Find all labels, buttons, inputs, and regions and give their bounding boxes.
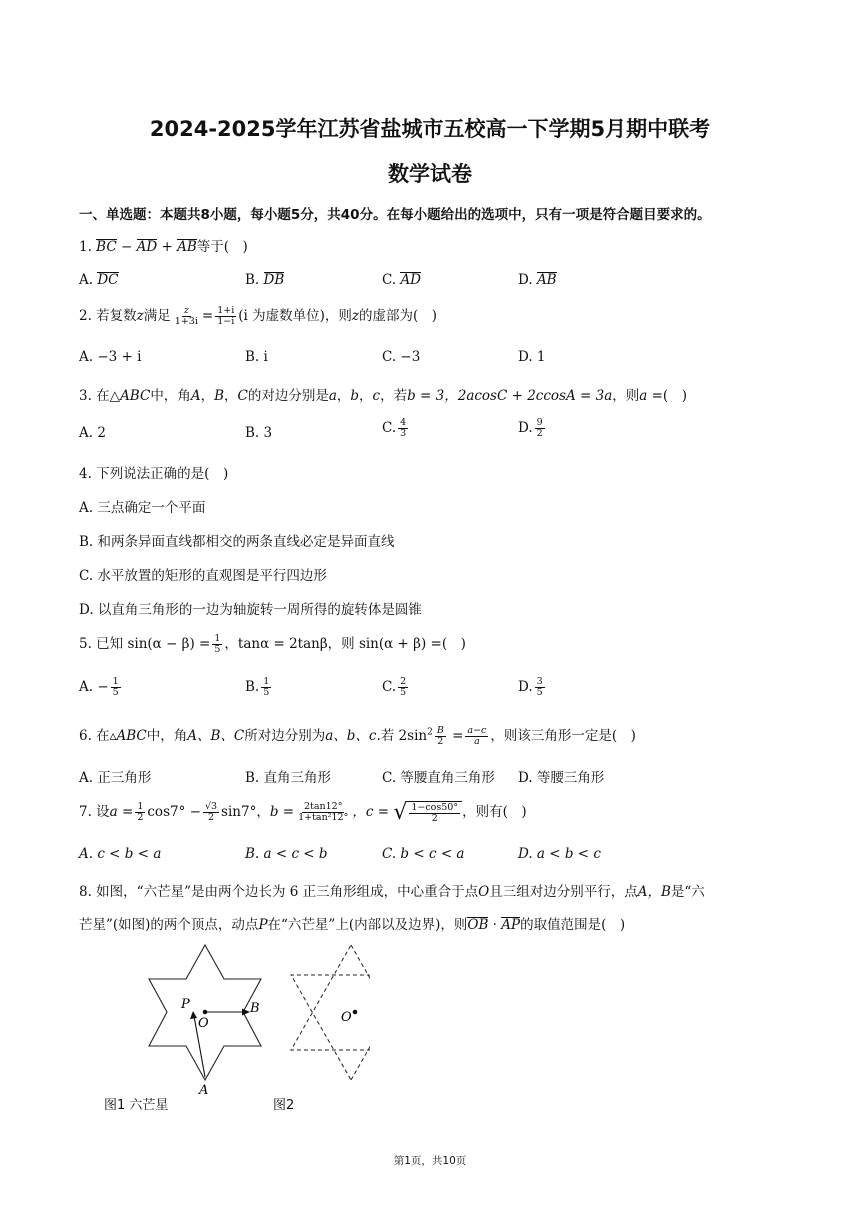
q3-option-d: D. $\frac{9}{2}$ xyxy=(518,417,543,439)
q4-option-d: D. 以直角三角形的一边为轴旋转一周所得的旋转体是圆锥 xyxy=(79,602,422,618)
q1-prefix: 1. xyxy=(79,239,97,255)
question-1: 1. BC − AD + AB等于( ) xyxy=(79,239,248,255)
question-6: 6. 在▵ABC中，角A、B、C所对边分别为a、b、c.若 $2\sin^2$ $\frac{B}{2}$ = $\frac{a-c}{a}$ ，则该三角形一定是( ) xyxy=(79,725,636,747)
q3-option-a: A. 2 xyxy=(79,425,106,441)
q1-option-d: D. AB xyxy=(518,272,557,288)
q7-option-a: A. c < b < a xyxy=(79,846,162,862)
page-footer: 第1页，共10页 xyxy=(393,1155,467,1167)
q7-option-c: C. b < c < a xyxy=(382,846,465,862)
q3-option-b: B. 3 xyxy=(245,425,273,441)
page-subtitle: 数学试卷 xyxy=(388,162,472,186)
q6-option-b: B. 直角三角形 xyxy=(245,770,332,786)
q5-option-a: A. − $\frac{1}{5}$ xyxy=(79,676,119,698)
vec-bc: BC xyxy=(96,239,117,255)
q1-option-a: A. DC xyxy=(79,272,119,288)
q7-option-b: B. a < c < b xyxy=(245,846,328,862)
q4-option-b: B. 和两条异面直线都相交的两条直线必定是异面直线 xyxy=(79,534,395,550)
figure-2-caption: 图2 xyxy=(273,1098,295,1113)
q1-option-c: C. AD xyxy=(382,272,422,288)
page-title: 2024-2025学年江苏省盐城市五校高一下学期5月期中联考 xyxy=(149,117,711,141)
label-b: B xyxy=(250,1001,260,1016)
q1-suffix: 等于( ) xyxy=(196,239,248,255)
section-header: 一、单选题：本题共8小题，每小题5分，共40分。在每小题给出的选项中，只有一项是符合题目要求的。 xyxy=(79,207,711,223)
q3-option-c: C. $\frac{4}{3}$ xyxy=(382,417,407,439)
hexagram-figure-1 xyxy=(149,945,261,1098)
question-4: 4. 下列说法正确的是( ) xyxy=(79,466,229,482)
question-5: 5. 已知 sin(α − β) = $\frac{1}{5}$ ，tanα = 2tanβ，则 sin(α + β) =( ) xyxy=(79,633,466,655)
label-o2: O xyxy=(341,1010,352,1025)
hexagram-figure-2 xyxy=(291,945,370,1080)
q6-option-d: D. 等腰三角形 xyxy=(518,770,605,786)
q2-option-b: B. i xyxy=(245,349,268,365)
vec-ab: AB xyxy=(177,239,197,255)
label-o: O xyxy=(198,1016,209,1031)
q2-option-c: C. −3 xyxy=(382,349,421,365)
q7-option-d: D. a < b < c xyxy=(518,846,601,862)
q2-option-d: D. 1 xyxy=(518,349,546,365)
q4-option-a: A. 三点确定一个平面 xyxy=(79,500,206,516)
question-7: 7. 设a = $\frac{1}{2}$ cos7° − $\frac{√3}{2}$ sin7°，b = $\frac{2\tan 12^\circ}{\text{1+tan²12°}}$ ，c = √ $\frac{1-\cos 50^\circ}{2}$ ，则有( ) xyxy=(79,799,527,825)
q2-option-a: A. −3 + i xyxy=(79,349,142,365)
question-3: 3. 在△ABC中，角A，B，C的对边分别是a，b，c，若b = 3，2acosC + 2ccosA = 3a，则a =( ) xyxy=(79,388,687,404)
q6-option-a: A. 正三角形 xyxy=(79,770,152,786)
label-p: P xyxy=(181,997,190,1012)
q5-option-c: C. $\frac{2}{5}$ xyxy=(382,676,407,698)
q5-option-d: D. $\frac{3}{5}$ xyxy=(518,676,543,698)
figure-hexagram xyxy=(70,940,370,1115)
label-a: A xyxy=(199,1083,209,1098)
q1-option-b: B. DB xyxy=(245,272,285,288)
question-8-line-1: 8. 如图，“六芒星”是由两个边长为 6 正三角形组成，中心重合于点O且三组对边分别平行，点A，B是“六 xyxy=(79,884,705,900)
question-8-line-2: 芒星”(如图)的两个顶点，动点P在“六芒星”上(内部以及边界)，则OB · AP的取值范围是( ) xyxy=(79,917,626,933)
vec-ad: AD xyxy=(136,239,158,255)
q6-option-c: C. 等腰直角三角形 xyxy=(382,770,495,786)
question-2: 2. 若复数z满足 $\frac{z}{1+3i}$ = $\frac{1+i}{1-i}$ (i 为虚数单位)，则z的虚部为( ) xyxy=(79,305,438,327)
q4-option-c: C. 水平放置的矩形的直观图是平行四边形 xyxy=(79,568,327,584)
figure-1-caption: 图1 六芒星 xyxy=(104,1098,169,1113)
q5-option-b: B. $\frac{1}{5}$ xyxy=(245,676,270,698)
